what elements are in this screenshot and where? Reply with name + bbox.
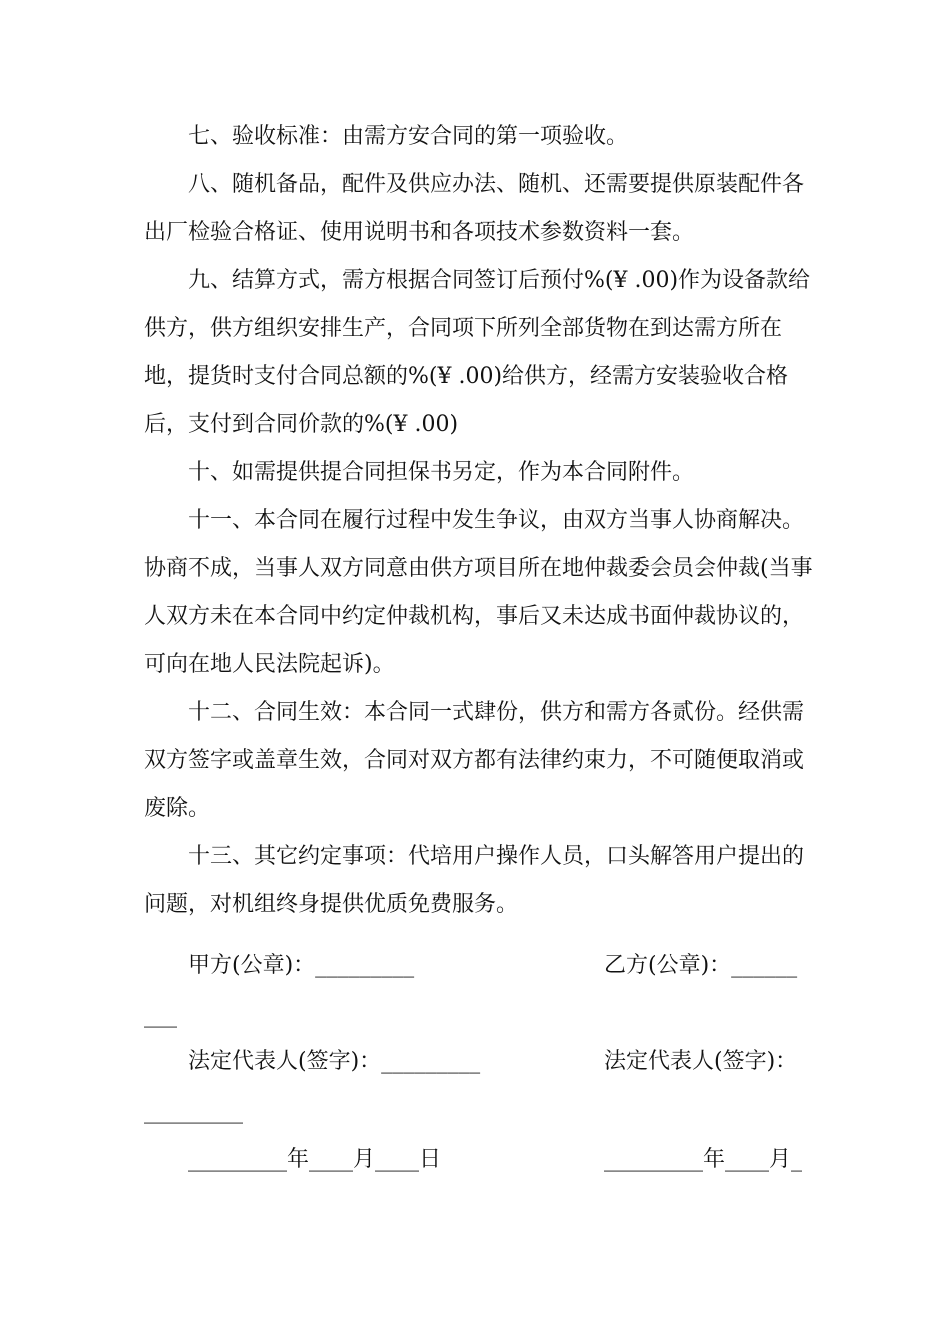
party-b-seal-continuation: ___ xyxy=(144,1003,177,1028)
clause-13: 十三、其它约定事项：代培用户操作人员，口头解答用户提出的问题，对机组终身提供优质免费服务。 xyxy=(144,844,805,917)
party-a-date: _________年____月____日 xyxy=(188,1147,442,1172)
party-a-representative: 法定代表人(签字)：_________ xyxy=(188,1049,481,1074)
party-b-representative: 法定代表人(签字)： xyxy=(604,1049,798,1074)
clause-7: 七、验收标准：由需方安合同的第一项验收。 xyxy=(188,124,629,149)
party-b-date: _________年____月_ xyxy=(604,1147,803,1172)
clause-11: 十一、本合同在履行过程中发生争议，由双方当事人协商解决。协商不成，当事人双方同意由供方项目所在地仲裁委会员会仲裁(当事人双方未在本合同中约定仲裁机构，事后又未达成书面仲裁协议的，可向在地人民法院起诉)。 xyxy=(144,508,813,677)
clause-12: 十二、合同生效：本合同一式肆份，供方和需方各贰份。经供需双方签字或盖章生效，合同对双方都有法律约束力，不可随便取消或废除。 xyxy=(144,700,805,821)
party-b-representative-continuation: _________ xyxy=(144,1099,243,1124)
party-a-seal: 甲方(公章)：_________ xyxy=(188,953,415,978)
clause-10: 十、如需提供提合同担保书另定，作为本合同附件。 xyxy=(188,460,695,485)
clause-8: 八、随机备品，配件及供应办法、随机、还需要提供原装配件各出厂检验合格证、使用说明书和各项技术参数资料一套。 xyxy=(144,172,805,245)
party-b-seal: 乙方(公章)：______ xyxy=(604,953,798,978)
clause-9: 九、结算方式，需方根据合同签订后预付%(¥ .00)作为设备款给供方，供方组织安排生产，合同项下所列全部货物在到达需方所在地，提货时支付合同总额的%(¥ .00)给供方，经需方安装验收合格后，支付到合同价款的%(¥ .00) xyxy=(144,268,811,437)
